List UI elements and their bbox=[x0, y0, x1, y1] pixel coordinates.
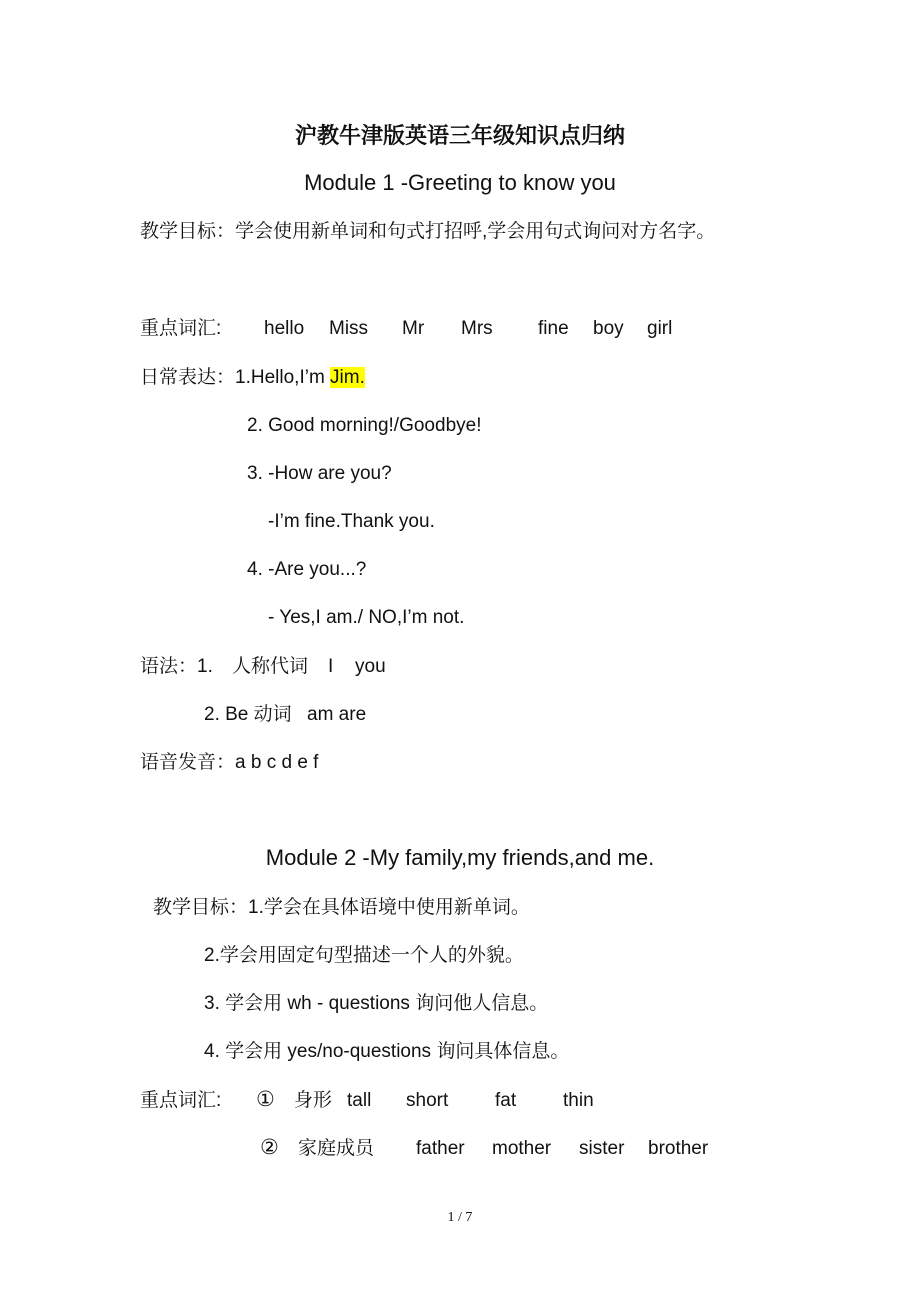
module1-phonics-label: 语音发音： bbox=[140, 752, 236, 773]
module1-expr-3b: -I’m fine.Thank you. bbox=[268, 511, 435, 532]
module2-vocab-2-category: 家庭成员 bbox=[298, 1138, 375, 1159]
module1-grammar-2-prefix: 2. Be bbox=[204, 704, 249, 725]
circled-number-1-icon: ① bbox=[256, 1088, 275, 1111]
module2-goal-2: 2.学会用固定句型描述一个人的外貌。 bbox=[204, 945, 524, 966]
module1-expr-4b: - Yes,I am./ NO,I’m not. bbox=[268, 607, 465, 628]
module2-vocab-label: 重点词汇: bbox=[140, 1090, 222, 1111]
module1-expr-1-prefix: 1.Hello,I’m bbox=[235, 367, 331, 388]
module1-phonics bbox=[140, 751, 318, 775]
module1-grammar-2 bbox=[204, 703, 292, 727]
module2-vocab-word: fat bbox=[495, 1090, 517, 1111]
module1-grammar-1-text: 人称代词 bbox=[232, 656, 309, 677]
module2-goal-4-num: 4. bbox=[204, 1041, 220, 1062]
module2-goal-3 bbox=[204, 992, 548, 1016]
module2-vocab-1-category: 身形 bbox=[294, 1090, 333, 1111]
module1-vocab-word: Mrs bbox=[461, 318, 493, 339]
module2-vocab-word: mother bbox=[492, 1138, 552, 1159]
module1-grammar-1-you: you bbox=[355, 656, 386, 677]
module2-vocab-word: tall bbox=[347, 1090, 372, 1111]
module2-goal-1 bbox=[153, 896, 530, 920]
module1-grammar-1-num: 1. bbox=[197, 656, 213, 677]
module1-expr-2: 2. Good morning!/Goodbye! bbox=[247, 415, 482, 436]
page-number: 1 / 7 bbox=[447, 1210, 473, 1225]
module1-expr-3a: 3. -How are you? bbox=[247, 463, 392, 484]
module2-goal-3-text: 学会用 wh - questions 询问他人信息。 bbox=[225, 993, 549, 1014]
module1-heading: Module 1 -Greeting to know you bbox=[304, 170, 616, 195]
module1-expr-4a: 4. -Are you...? bbox=[247, 559, 367, 580]
module1-vocab-word: Miss bbox=[329, 318, 369, 339]
module1-grammar-1-i: I bbox=[328, 656, 334, 677]
module2-vocab-word: brother bbox=[648, 1138, 709, 1159]
module2-vocab-word: short bbox=[406, 1090, 449, 1111]
module2-goal-1-text: 1.学会在具体语境中使用新单词。 bbox=[248, 897, 530, 918]
module1-vocab-word: hello bbox=[264, 318, 305, 339]
module1-grammar-2-words: am are bbox=[307, 704, 367, 725]
module1-goal-text: 学会使用新单词和句式打招呼,学会用句式询问对方名字。 bbox=[235, 221, 716, 242]
module2-goal-4 bbox=[204, 1040, 569, 1064]
module1-goal-label: 教学目标： bbox=[140, 221, 236, 242]
circled-number-2-icon: ② bbox=[260, 1136, 279, 1159]
module1-phonics-letters: a b c d e f bbox=[235, 752, 319, 773]
module1-grammar-1 bbox=[140, 655, 213, 679]
module1-grammar-label: 语法： bbox=[140, 656, 198, 677]
module1-vocab-label: 重点词汇: bbox=[140, 318, 222, 339]
module2-vocab-word: sister bbox=[579, 1138, 625, 1159]
module1-vocab bbox=[140, 317, 221, 341]
module1-vocab-word: fine bbox=[538, 318, 569, 339]
document-title: 沪教牛津版英语三年级知识点归纳 bbox=[294, 123, 625, 148]
module1-expr-label: 日常表达： bbox=[140, 367, 236, 388]
module2-goal-3-num: 3. bbox=[204, 993, 220, 1014]
module2-goal-label: 教学目标： bbox=[153, 897, 249, 918]
module2-vocab-word: father bbox=[416, 1138, 465, 1159]
module1-grammar-2-cn: 动词 bbox=[253, 704, 292, 725]
module1-vocab-word: boy bbox=[593, 318, 624, 339]
module2-heading: Module 2 -My family,my friends,and me. bbox=[265, 845, 655, 870]
module1-goal bbox=[140, 220, 715, 244]
module1-vocab-word: Mr bbox=[402, 318, 425, 339]
module1-expr-1 bbox=[140, 366, 365, 390]
module2-goal-4-text: 学会用 yes/no-questions 询问具体信息。 bbox=[225, 1041, 570, 1062]
module2-vocab-word: thin bbox=[563, 1090, 594, 1111]
module1-vocab-word: girl bbox=[647, 318, 673, 339]
highlighted-text: Jim. bbox=[330, 367, 365, 388]
